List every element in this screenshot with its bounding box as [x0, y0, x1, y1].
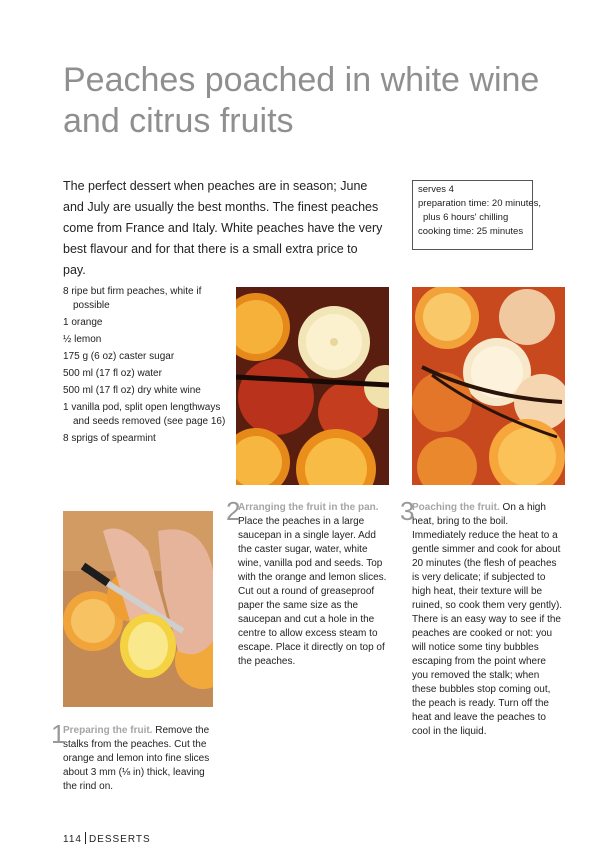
- step-text: On a high heat, bring to the boil. Immediately reduce the heat to a gentle simmer and cook for about 20 minutes (the flesh of peaches is very delicate; if subjected to high heat, their texture will be ruined, so cook them very gently). There is an easy way to see if the peaches are cooked or not: you will notice some tiny bubbles escaping from the point where you removed the stalk; when these bubbles stop coming out, the peach is ready. Turn off the heat and leave the peaches to cool in the liquid.: [412, 502, 563, 737]
- ingredients-list: [63, 285, 228, 449]
- step-2: [226, 496, 390, 669]
- ingredient-item: 1 vanilla pod, split open lengthways and seeds removed (see page 16): [63, 402, 226, 427]
- ingredient-item: 500 ml (17 fl oz) dry white wine: [63, 385, 201, 396]
- poaching-fruit-photo: [412, 287, 565, 485]
- pan-fruit-photo: [236, 287, 389, 485]
- title-line-1: Peaches poached in white wine: [63, 61, 540, 99]
- recipe-intro: The perfect dessert when peaches are in season; June and July are usually the best months. The finest peaches come from France and Italy. White peaches have the very best flavour and for that there is a small extra price to pay.: [63, 179, 383, 277]
- cooking-time-text: cooking time: 25 minutes: [418, 226, 524, 237]
- step-heading: Arranging the fruit in the pan.: [238, 502, 379, 513]
- step-1: [51, 719, 213, 794]
- footer-divider: [85, 832, 86, 844]
- ingredient-item: ½ lemon: [63, 334, 102, 345]
- step-number: 1: [51, 719, 66, 749]
- chilling-time-text: plus 6 hours' chilling: [423, 212, 509, 223]
- page-footer: [63, 832, 151, 845]
- prep-time-text: preparation time: 20 minutes,: [418, 198, 542, 209]
- ingredient-item: 1 orange: [63, 317, 103, 328]
- step-number: 3: [400, 496, 415, 526]
- step-heading: Preparing the fruit.: [63, 725, 153, 736]
- recipe-title: [63, 60, 563, 142]
- step-3: [400, 496, 564, 739]
- section-name: DESSERTS: [88, 834, 151, 845]
- step-number: 2: [226, 496, 241, 526]
- ingredient-item: 8 ripe but firm peaches, white if possible: [63, 286, 202, 311]
- step-text: Remove the stalks from the peaches. Cut the orange and lemon into fine slices about 3 mm (⅛ in) thick, leaving the rind on.: [63, 725, 210, 792]
- serves-text: serves 4: [418, 184, 454, 195]
- page-number: 114: [63, 834, 82, 845]
- step-heading: Poaching the fruit.: [412, 502, 500, 513]
- step-text: Place the peaches in a large saucepan in a single layer. Add the caster sugar, water, white wine, vanilla pod and seeds. Top with the orange and lemon slices. Cut out a round of greaseproof paper the same size as the saucepan and cut a hole in the centre to allow excess steam to escape. Place it directly on top of the peaches.: [238, 516, 387, 667]
- ingredient-item: 175 g (6 oz) caster sugar: [63, 351, 175, 362]
- ingredient-item: 500 ml (17 fl oz) water: [63, 368, 162, 379]
- recipe-info-box: [412, 180, 542, 250]
- cutting-lemon-photo: [63, 511, 213, 707]
- ingredient-item: 8 sprigs of spearmint: [63, 433, 156, 444]
- title-line-2: and citrus fruits: [63, 102, 294, 140]
